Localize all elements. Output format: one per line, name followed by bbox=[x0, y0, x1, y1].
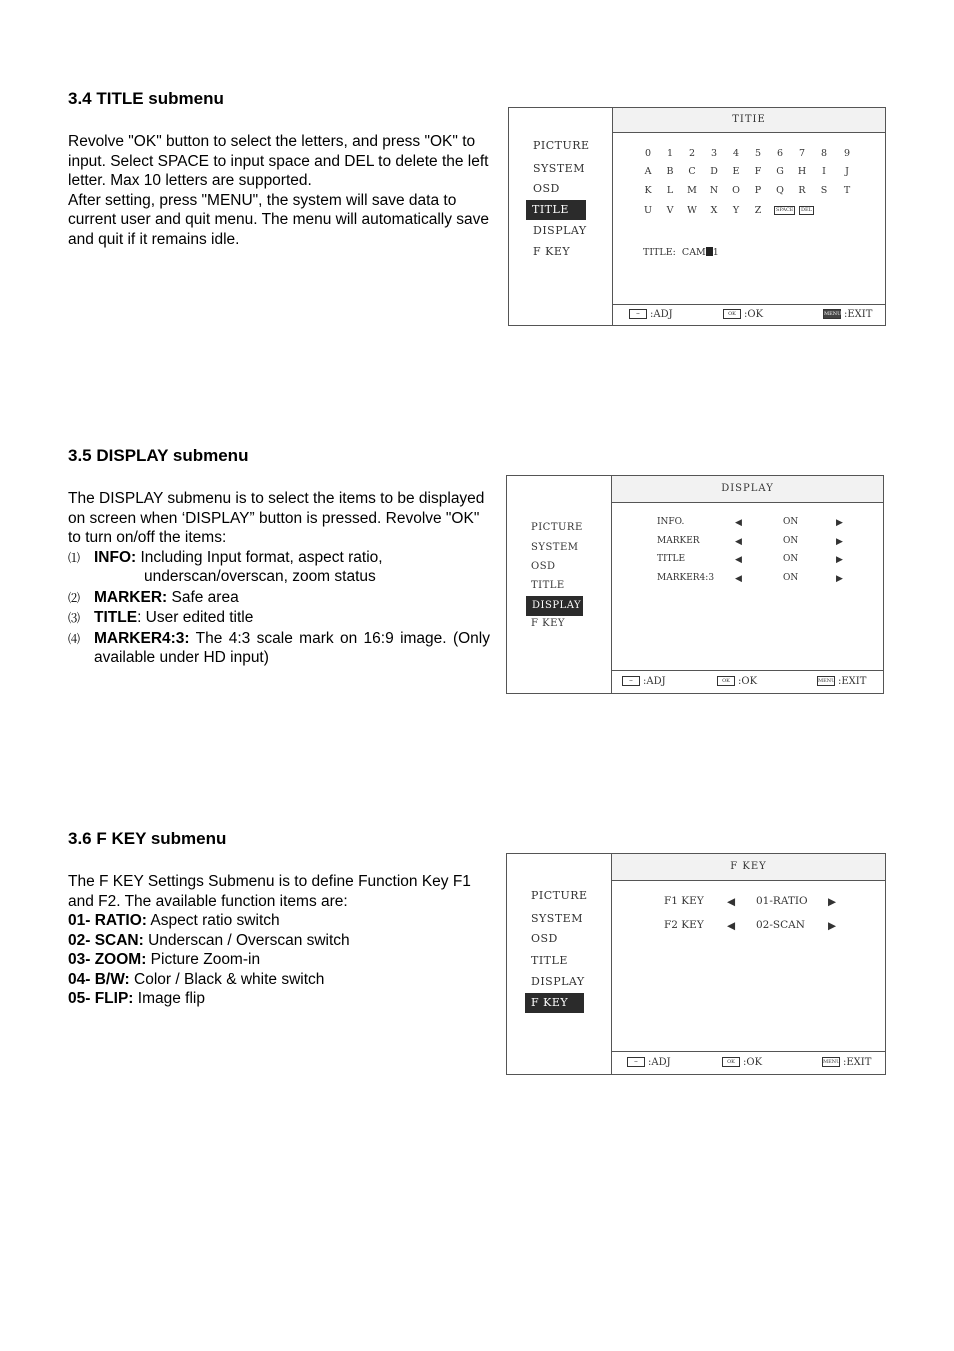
menu-item-picture: PICTURE bbox=[533, 139, 590, 152]
menu-header: DISPLAY bbox=[612, 476, 883, 503]
right-arrow-icon: ▶ bbox=[836, 573, 843, 584]
character-cell: X bbox=[710, 205, 718, 216]
title-menu-screenshot bbox=[508, 107, 886, 326]
setting-label: INFO. bbox=[657, 517, 685, 527]
character-cell: P bbox=[754, 185, 762, 196]
menu-item-display: DISPLAY bbox=[531, 975, 585, 988]
section-title-title: 3.4 TITLE submenu bbox=[68, 89, 224, 108]
character-cell: T bbox=[843, 185, 851, 196]
list-item-continuation: underscan/overscan, zoom status bbox=[144, 568, 376, 585]
character-cell: H bbox=[797, 166, 807, 177]
menu-item-picture: PICTURE bbox=[531, 522, 583, 533]
left-arrow-icon: ◀ bbox=[727, 896, 736, 908]
left-arrow-icon: ◀ bbox=[735, 573, 742, 584]
title-value: CAM bbox=[681, 247, 706, 258]
fkey-description bbox=[68, 872, 492, 1009]
character-cell: 7 bbox=[798, 148, 806, 159]
right-arrow-icon: ▶ bbox=[836, 536, 843, 547]
exit-hint: MENU :EXIT bbox=[824, 309, 873, 320]
paragraph: The DISPLAY submenu is to select the items to be displayed on screen when ‘DISPLAY” button is pressed. Revolve "OK" to turn on/off the items: bbox=[68, 490, 485, 546]
menu-sidebar bbox=[507, 476, 612, 693]
menu-sidebar bbox=[507, 854, 612, 1074]
fkey-menu-screenshot bbox=[506, 853, 886, 1075]
setting-label: MARKER4:3 bbox=[657, 572, 715, 583]
menu-footer bbox=[612, 670, 883, 693]
paragraph: The F KEY Settings Submenu is to define Function Key F1 and F2. The available function items are: bbox=[68, 873, 471, 910]
menu-sidebar bbox=[509, 108, 613, 325]
setting-value: 02-SCAN bbox=[756, 918, 805, 931]
menu-item-picture: PICTURE bbox=[531, 889, 588, 902]
ok-key-icon: OK bbox=[717, 676, 735, 686]
display-menu-screenshot bbox=[506, 475, 884, 694]
character-cell: Z bbox=[754, 205, 762, 216]
character-cell: Q bbox=[776, 185, 784, 196]
left-arrow-icon: ◀ bbox=[735, 536, 742, 547]
menu-key-icon: MENU bbox=[823, 1058, 841, 1065]
character-cell: B bbox=[666, 166, 674, 177]
character-cell: 9 bbox=[843, 148, 851, 159]
setting-value: ON bbox=[783, 554, 799, 564]
title-description bbox=[68, 132, 494, 249]
menu-item-display: DISPLAY bbox=[533, 224, 587, 237]
menu-item-osd: OSD bbox=[531, 932, 558, 945]
list-item: ⑷ MARKER4:3: The 4:3 scale mark on 16:9 image. (Only available under HD input) bbox=[68, 629, 490, 666]
ok-key-icon: OK bbox=[723, 309, 741, 319]
character-cell: V bbox=[666, 205, 674, 216]
menu-item-title: TITLE bbox=[531, 954, 568, 967]
list-item: 05- FLIP: Image flip bbox=[68, 990, 205, 1007]
character-cell: 6 bbox=[776, 148, 784, 159]
right-arrow-icon: ▶ bbox=[836, 555, 843, 565]
list-item: ⑴ INFO: Including Input format, aspect ratio, bbox=[68, 548, 383, 566]
ok-hint: OK :OK bbox=[717, 671, 757, 693]
character-cell: R bbox=[798, 185, 806, 196]
menu-item-osd: OSD bbox=[531, 561, 556, 572]
title-entry bbox=[643, 247, 719, 258]
menu-item-system: SYSTEM bbox=[531, 912, 583, 925]
menu-key-icon: MENU bbox=[818, 677, 836, 684]
menu-item-display: DISPLAY bbox=[526, 596, 583, 616]
list-item: ⑶ TITLE: User edited title bbox=[68, 609, 254, 626]
section-title-display: 3.5 DISPLAY submenu bbox=[68, 446, 249, 465]
paragraph: Revolve "OK" button to select the letters, and press "OK" to input. Select SPACE to input space and DEL to delete the left letter. Max 10 letters are supported. bbox=[68, 133, 489, 189]
section-title-fkey: 3.6 F KEY submenu bbox=[68, 829, 227, 848]
list-item: ⑵ MARKER: Safe area bbox=[68, 588, 239, 606]
menu-item-title: TITLE bbox=[526, 200, 586, 220]
menu-item-fkey: F KEY bbox=[533, 245, 571, 258]
del-key: DEL bbox=[801, 207, 812, 213]
list-item: 02- SCAN: Underscan / Overscan switch bbox=[68, 931, 350, 949]
ok-key-icon: OK bbox=[722, 1057, 740, 1067]
character-cell: S bbox=[820, 185, 828, 196]
exit-hint: MENU :EXIT bbox=[818, 676, 867, 687]
right-arrow-icon: ▶ bbox=[828, 919, 837, 932]
character-cell: M bbox=[687, 185, 697, 196]
ok-hint: OK :OK bbox=[722, 1052, 762, 1074]
character-cell: 4 bbox=[732, 148, 740, 159]
left-arrow-icon: ◀ bbox=[727, 919, 736, 932]
setting-label: F1 KEY bbox=[664, 895, 704, 907]
character-cell: U bbox=[643, 205, 652, 216]
knob-icon: ~ bbox=[629, 309, 647, 319]
space-key: SPACE bbox=[776, 207, 794, 213]
character-cell: 8 bbox=[820, 148, 828, 159]
character-cell: F bbox=[754, 166, 762, 177]
setting-label: F2 KEY bbox=[664, 918, 704, 931]
menu-item-fkey: F KEY bbox=[531, 618, 565, 629]
menu-item-fkey: F KEY bbox=[525, 993, 584, 1013]
menu-key-icon: MENU bbox=[824, 310, 842, 317]
knob-icon: ~ bbox=[627, 1057, 645, 1067]
menu-header: TITIE bbox=[613, 108, 885, 133]
setting-label: TITLE bbox=[657, 554, 686, 564]
menu-footer bbox=[613, 304, 885, 325]
adj-hint: ~ :ADJ bbox=[627, 1052, 671, 1074]
character-cell: J bbox=[845, 166, 849, 177]
setting-value: ON bbox=[783, 572, 799, 583]
title-label: TITLE: bbox=[643, 247, 676, 258]
character-cell: D bbox=[710, 166, 718, 177]
adj-hint: ~ :ADJ bbox=[629, 305, 673, 325]
knob-icon: ~ bbox=[622, 676, 640, 686]
character-cell: 3 bbox=[710, 148, 718, 159]
setting-label: MARKER bbox=[657, 535, 700, 546]
character-cell: 2 bbox=[688, 148, 696, 159]
left-arrow-icon: ◀ bbox=[735, 518, 742, 528]
character-cell: A bbox=[644, 166, 652, 177]
setting-value: 01-RATIO bbox=[756, 895, 808, 907]
menu-header: F KEY bbox=[612, 854, 885, 881]
character-cell: 0 bbox=[644, 148, 652, 159]
setting-value: ON bbox=[783, 517, 799, 527]
character-cell: K bbox=[644, 185, 652, 196]
character-cell: O bbox=[732, 185, 740, 196]
character-cell: W bbox=[687, 205, 697, 216]
list-item: 04- B/W: Color / Black & white switch bbox=[68, 970, 325, 988]
setting-value: ON bbox=[783, 535, 799, 546]
left-arrow-icon: ◀ bbox=[735, 555, 742, 565]
character-cell: L bbox=[666, 185, 674, 196]
ok-hint: OK :OK bbox=[723, 305, 763, 325]
character-cell: 5 bbox=[754, 148, 762, 159]
character-cell: C bbox=[688, 166, 696, 177]
menu-item-system: SYSTEM bbox=[531, 542, 579, 553]
character-cell: I bbox=[822, 166, 826, 177]
menu-item-system: SYSTEM bbox=[533, 162, 585, 175]
character-cell: Y bbox=[732, 205, 740, 216]
menu-item-osd: OSD bbox=[533, 182, 560, 195]
paragraph: After setting, press "MENU", the system will save data to current user and quit menu. The menu will automatically save and quit if it remains idle. bbox=[68, 191, 490, 248]
title-value-tail: 1 bbox=[712, 247, 719, 258]
right-arrow-icon: ▶ bbox=[828, 896, 837, 908]
character-cell: N bbox=[709, 185, 719, 196]
character-cell: E bbox=[732, 166, 740, 177]
right-arrow-icon: ▶ bbox=[836, 518, 843, 528]
list-item: 01- RATIO: Aspect ratio switch bbox=[68, 912, 280, 929]
character-cell: G bbox=[776, 166, 784, 177]
adj-hint: ~ :ADJ bbox=[622, 671, 666, 693]
display-description bbox=[68, 489, 490, 668]
menu-footer bbox=[612, 1051, 885, 1074]
text-cursor bbox=[706, 247, 713, 256]
exit-hint: MENU :EXIT bbox=[823, 1057, 872, 1068]
list-item: 03- ZOOM: Picture Zoom-in bbox=[68, 951, 261, 968]
character-cell: 1 bbox=[666, 148, 674, 159]
menu-item-title: TITLE bbox=[531, 580, 565, 591]
